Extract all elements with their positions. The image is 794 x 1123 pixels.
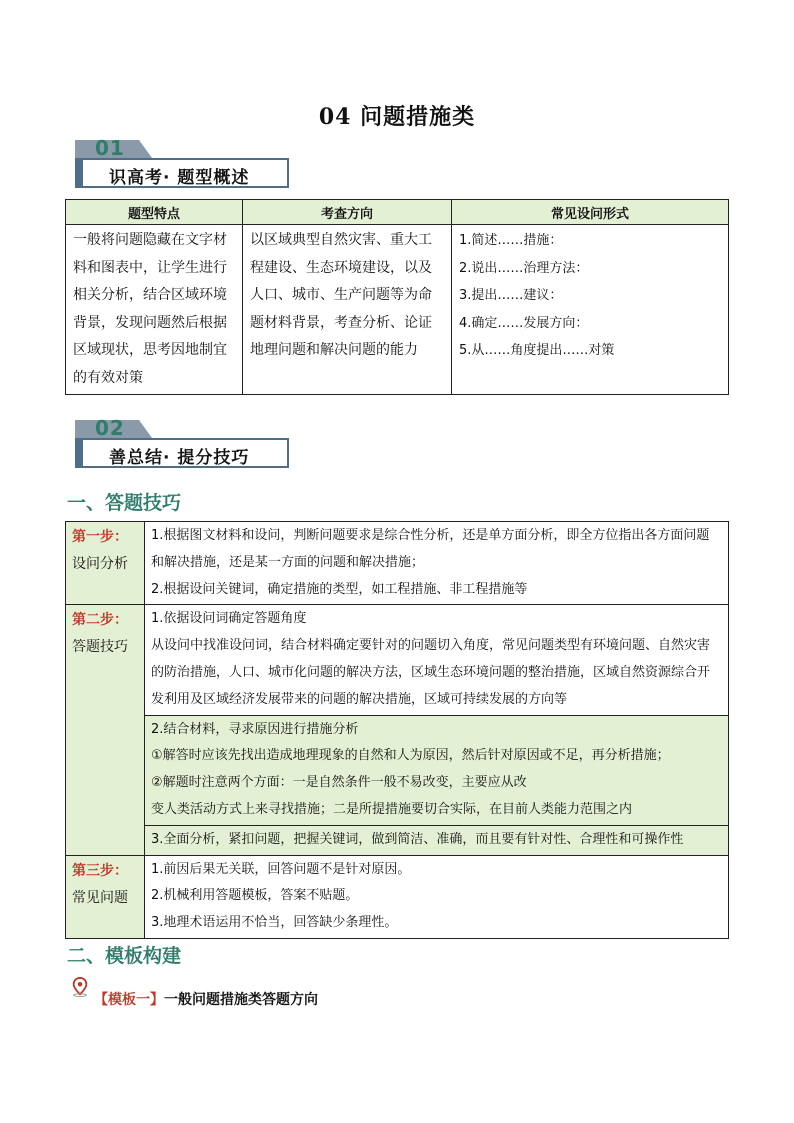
step2-block2 (145, 715, 729, 825)
heading-template-build: 二、模板构建 (67, 945, 182, 967)
page-title: 04 问题措施类 (318, 104, 476, 130)
step1-content (145, 522, 729, 605)
step-line: 3.地理术语运用不恰当，回答缺少条理性。 (151, 915, 398, 931)
step2-block1 (145, 605, 729, 715)
section-number: 02 (95, 416, 125, 440)
step-line: 2.根据设问关键词，确定措施的类型，如工程措施、非工程措施等 (151, 581, 528, 597)
template-heading (94, 989, 318, 1009)
step2-label (66, 605, 145, 855)
step-line: 1.依据设问词确定答题角度 (151, 611, 307, 627)
step-line: ①解答时应该先找出造成地理现象的自然和人为原因，然后针对原因或不足，再分析措施； (151, 748, 670, 764)
step3-content (145, 855, 729, 938)
template-bracket: 【模板一】 (94, 992, 164, 1008)
heading-answer-skills: 一、答题技巧 (67, 492, 182, 514)
step-line: 从设问中找准设问词，结合材料确定要针对的问题切入角度，常见问题类型有环境问题、自然灾害的防治措施，人口、城市化问题的解决方法，区域生态环境问题的整治措施，区域自然资源综合开发利用及区域经济发展带来的问题的解决措施，区域可持续发展的方向等 (151, 638, 711, 707)
answer-steps-table (65, 521, 729, 939)
header-forms: 常见设问形式 (452, 200, 729, 225)
form-item: 4.确定……发展方向： (459, 315, 589, 331)
header-feature: 题型特点 (66, 200, 243, 225)
question-type-table (65, 199, 729, 395)
step-line: 2.结合材料，寻求原因进行措施分析 (151, 721, 359, 737)
forms-cell (452, 225, 729, 395)
section-label-box (75, 438, 289, 468)
step3-label (66, 855, 145, 938)
feature-cell: 一般将问题隐藏在文字材料和图表中，让学生进行相关分析，结合区域环境背景，发现问题然后根据区域现状，思考因地制宜的有效对策 (66, 225, 243, 395)
form-item: 3.提出……建议： (459, 288, 563, 303)
section-label: 识高考· 题型概述 (109, 168, 250, 188)
location-pin-icon (72, 977, 88, 997)
direction-cell: 以区域典型自然灾害、重大工程建设、生态环境建设，以及人口、城市、生产问题等为命题材料背景，考查分析、论证地理问题和解决问题的能力 (243, 225, 452, 395)
step-name: 设问分析 (72, 556, 128, 572)
section-badge-02 (75, 416, 297, 470)
form-item: 5.从……角度提出……对策 (459, 343, 615, 358)
step-line: 2.机械利用答题模板，答案不贴题。 (151, 888, 359, 904)
step-title: 第二步： (72, 612, 128, 629)
form-item: 2.说出……治理方法： (459, 260, 589, 276)
section-badge-01 (75, 136, 297, 190)
section-number: 01 (95, 136, 125, 160)
header-direction: 考查方向 (243, 200, 452, 225)
step-name: 答题技巧 (72, 639, 128, 656)
step-title: 第一步： (72, 529, 128, 545)
template-title: 一般问题措施类答题方向 (164, 992, 318, 1008)
step-title: 第三步： (72, 862, 128, 879)
section-label-box (75, 158, 289, 188)
step-line: 3.全面分析，紧扣问题，把握关键词，做到简洁、准确，而且要有针对性、合理性和可操作性 (151, 831, 684, 847)
step-line: ②解题时注意两个方面：一是自然条件一般不易改变，主要应从改 (151, 775, 527, 791)
step-line: 1.根据图文材料和设问，判断问题要求是综合性分析，还是单方面分析，即全方位指出各方面问题和解决措施，还是某一方面的问题和解决措施； (151, 528, 710, 570)
step-line: 变人类活动方式上来寻找措施；二是所提措施要切合实际，在目前人类能力范围之内 (151, 801, 633, 817)
step2-block3 (145, 825, 729, 855)
section-label: 善总结· 提分技巧 (109, 448, 250, 468)
step-line: 1.前因后果无关联，回答问题不是针对原因。 (151, 861, 411, 877)
form-item: 1.简述……措施： (459, 233, 563, 248)
step-name: 常见问题 (72, 889, 128, 906)
step1-label (66, 522, 145, 605)
